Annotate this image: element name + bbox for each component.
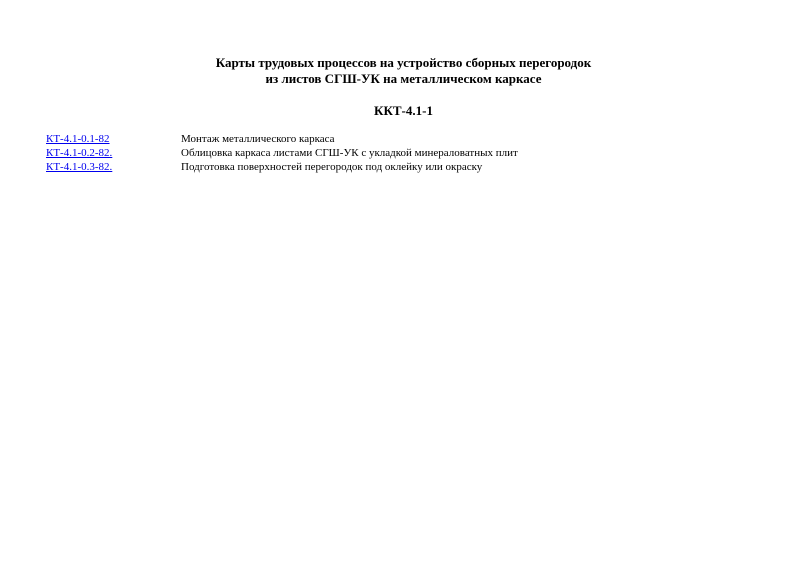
list-item xyxy=(46,146,786,160)
card-list xyxy=(46,132,786,174)
card-link[interactable]: КТ-4.1-0.2-82. xyxy=(46,147,113,159)
card-link[interactable]: КТ-4.1-0.1-82 xyxy=(46,133,110,145)
card-description: Облицовка каркаса листами СГШ-УК с укладкой минераловатных плит xyxy=(181,147,518,159)
card-link[interactable]: КТ-4.1-0.3-82. xyxy=(46,161,113,173)
list-item xyxy=(46,160,786,174)
card-description: Подготовка поверхностей перегородок под оклейку или окраску xyxy=(181,161,483,173)
document-title-line-2: из листов СГШ-УК на металлическом каркасе xyxy=(265,71,542,86)
list-item xyxy=(46,132,786,146)
document-title-line-1: Карты трудовых процессов на устройство сборных перегородок xyxy=(215,55,592,70)
document-code: ККТ-4.1-1 xyxy=(374,103,433,118)
card-description: Монтаж металлического каркаса xyxy=(181,133,335,145)
